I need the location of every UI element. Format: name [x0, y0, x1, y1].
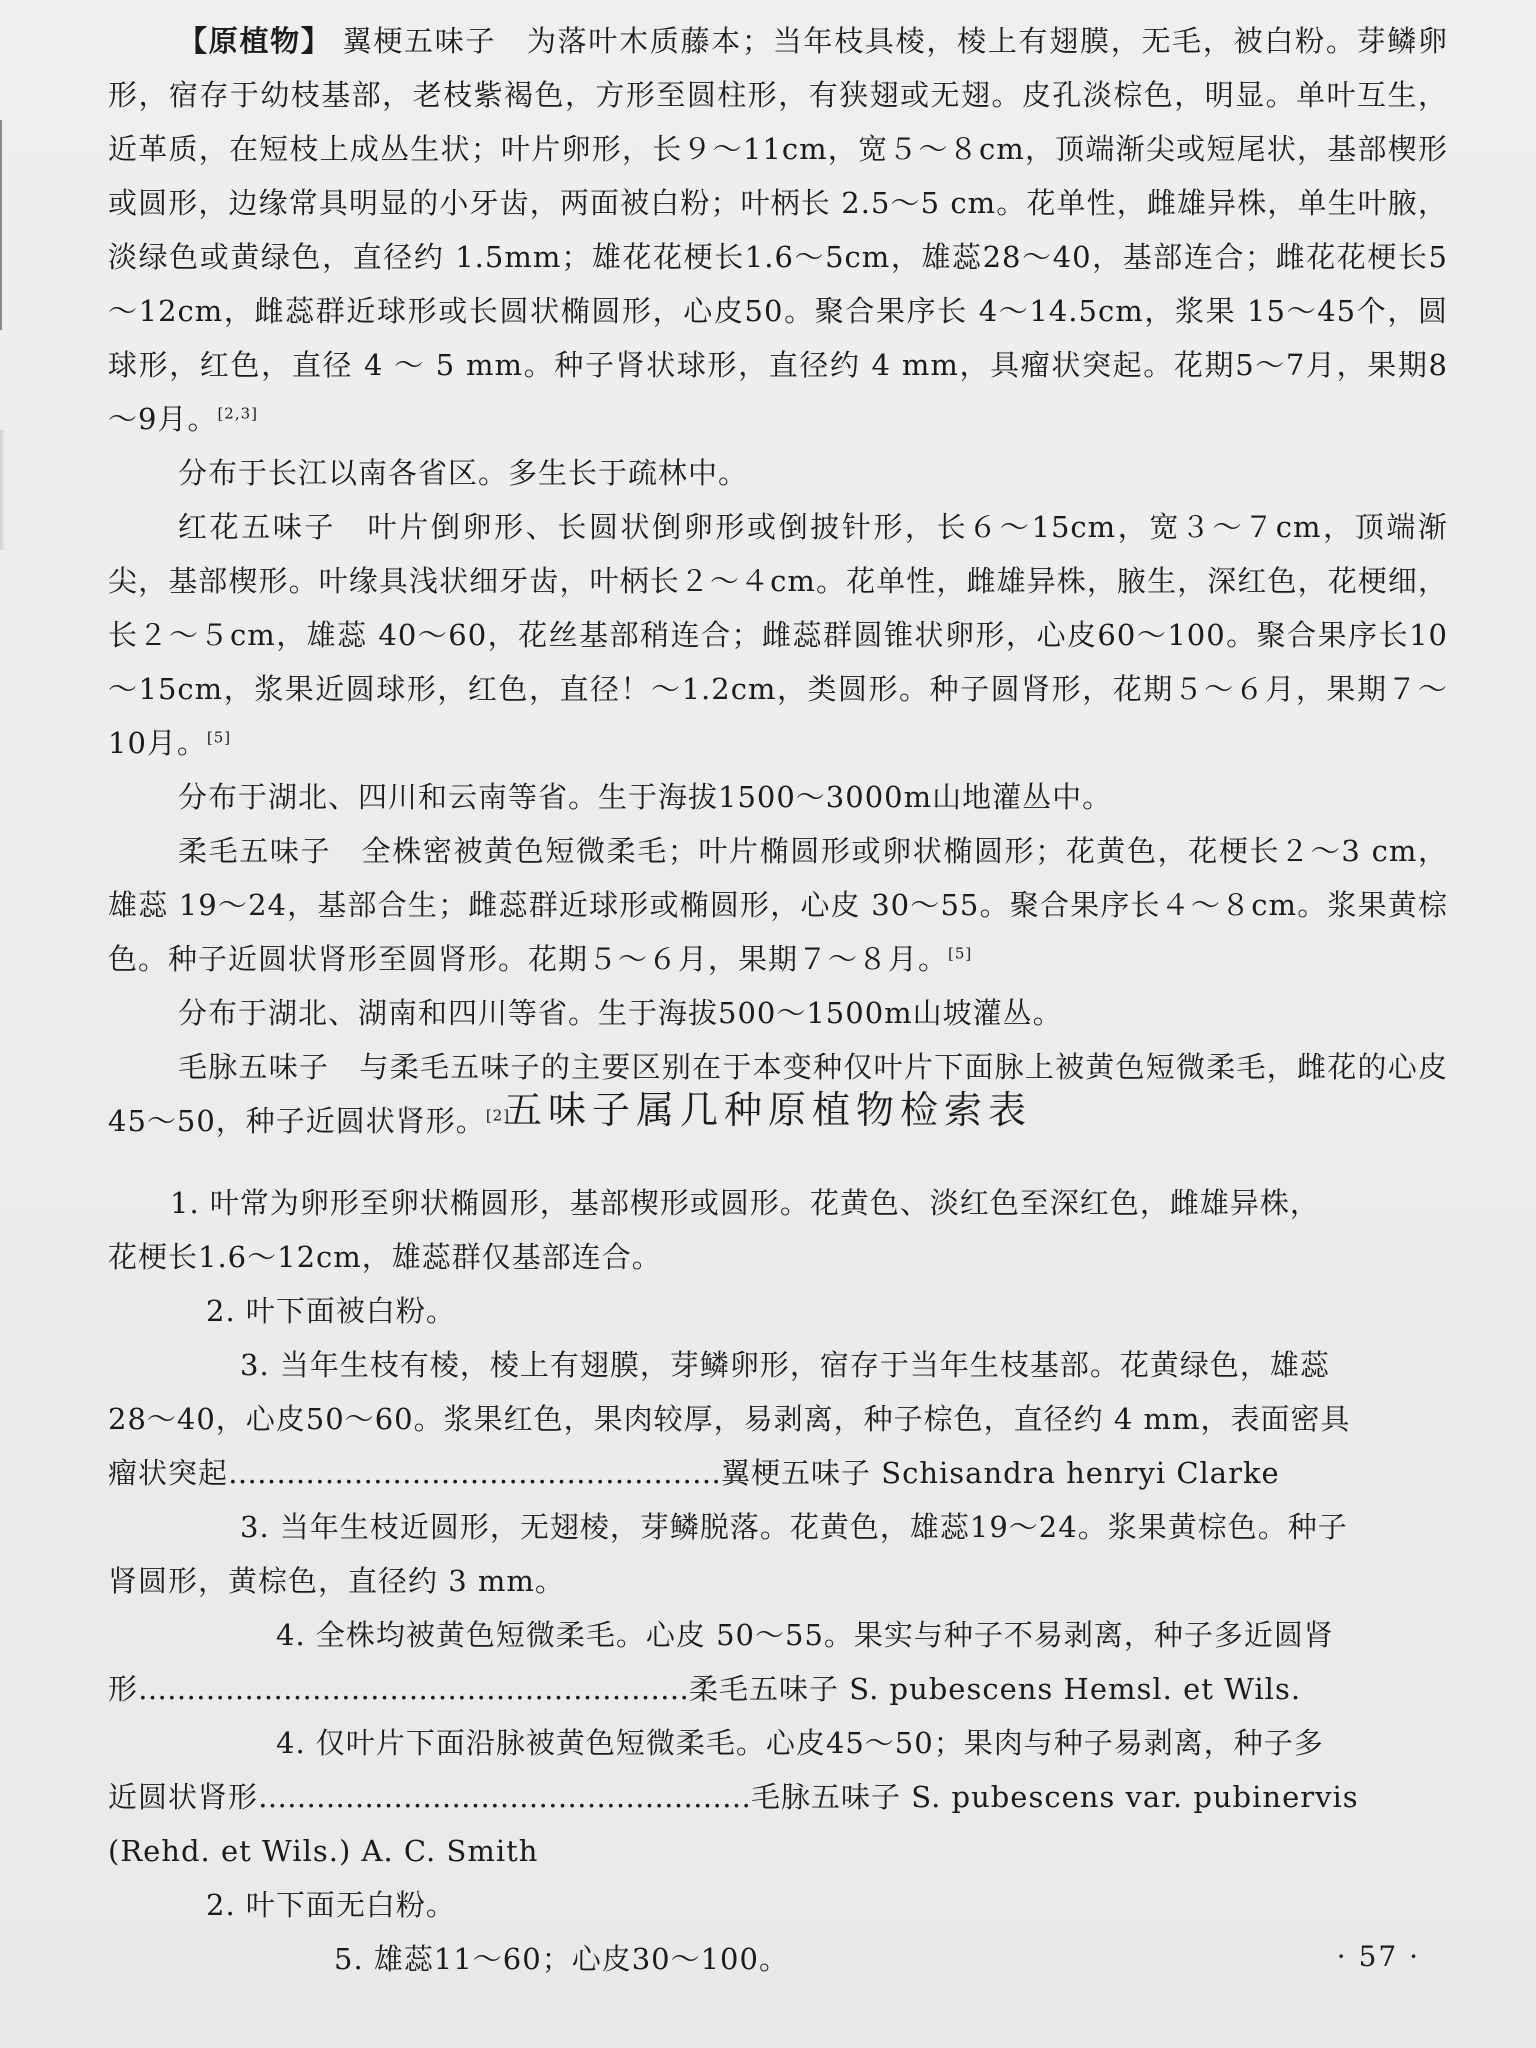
- reference-mark: [2,3]: [217, 404, 259, 423]
- key-line-5-species: [108, 1662, 1448, 1716]
- key-line-3-species: [108, 1446, 1448, 1500]
- key-line-1-cont: 花梗长1.6～12cm，雄蕊群仅基部连合。: [108, 1240, 662, 1274]
- key-line-5: 4. 全株均被黄色短微柔毛。心皮 50～55。果实与种子不易剥离，种子多近圆肾: [276, 1618, 1334, 1652]
- paragraph-schisandra-pubescens: [108, 824, 1448, 986]
- paragraph-distribution-3: 分布于湖北、湖南和四川等省。生于海拔500～1500m山坡灌丛。: [178, 996, 1063, 1030]
- key-line-4-cont: 肾圆形，黄棕色，直径约 3 mm。: [108, 1564, 565, 1598]
- species-name: 毛脉五味子 S. pubescens var. pubinervis: [751, 1780, 1359, 1814]
- key-line-7: 2. 叶下面无白粉。: [206, 1888, 456, 1922]
- key-line-6-species: [108, 1770, 1448, 1824]
- species-name: 柔毛五味子 S. pubescens Hemsl. et Wils.: [689, 1672, 1302, 1706]
- reference-mark: [5]: [206, 728, 232, 747]
- paragraph-text: 毛脉五味子 与柔毛五味子的主要区别在于本变种仅叶片下面脉上被黄色短微柔毛，雌花的心皮45～50，种子近圆状肾形。: [108, 1050, 1448, 1138]
- key-text: 瘤状突起: [108, 1456, 229, 1490]
- key-line-6-author: (Rehd. et Wils.) A. C. Smith: [108, 1834, 539, 1868]
- paragraph-text: 红花五味子 叶片倒卵形、长圆状倒卵形或倒披针形，长６～15cm，宽３～７cm，顶端渐尖，基部楔形。叶缘具浅状细牙齿，叶柄长２～４cm。花单性，雌雄异株，腋生，深红色，花梗细，长２～５cm，雄蕊 40～60，花丝基部稍连合；雌蕊群圆锥状卵形，心皮60～100。聚合果序长10～15cm，浆果近圆球形，红色，直径！～1.2cm，类圆形。种子圆肾形，花期５～６月，果期７～10月。: [108, 510, 1448, 760]
- key-line-1: 1. 叶常为卵形至卵状椭圆形，基部楔形或圆形。花黄色、淡红色至深红色，雌雄异株，: [170, 1186, 1320, 1220]
- reference-mark: [2]: [485, 1106, 511, 1125]
- paragraph-schisandra-henryi: [108, 14, 1448, 446]
- key-line-3-cont: 28～40，心皮50～60。浆果红色，果肉较厚，易剥离，种子棕色，直径约 4 mm，表面密具: [108, 1402, 1351, 1436]
- margin-mark: [0, 120, 10, 330]
- page-number: · 57 ·: [1336, 1940, 1420, 1973]
- identification-key: [108, 1176, 1448, 1986]
- key-line-8: 5. 雄蕊11～60；心皮30～100。: [334, 1942, 789, 1976]
- paragraph-schisandra-rubriflora: [108, 500, 1448, 770]
- section-title: 五味子属几种原植物检索表: [503, 1088, 1032, 1132]
- key-text: 形: [108, 1672, 139, 1706]
- body-text: [108, 14, 1448, 1148]
- section-label: 【原植物】: [178, 24, 332, 58]
- margin-shadow: [0, 430, 5, 550]
- species-name: 翼梗五味子 Schisandra henryi Clarke: [721, 1456, 1280, 1490]
- leader-dots: ……………………………………………: [258, 1780, 752, 1814]
- paragraph-text: 翼梗五味子 为落叶木质藤本；当年枝具棱，棱上有翅膜，无毛，被白粉。芽鳞卵形，宿存于幼枝基部，老枝紫褐色，方形至圆柱形，有狭翅或无翅。皮孔淡棕色，明显。单叶互生，近革质，在短枝上成丛生状；叶片卵形，长９～11cm，宽５～８cm，顶端渐尖或短尾状，基部楔形或圆形，边缘常具明显的小牙齿，两面被白粉；叶柄长 2.5～5 cm。花单性，雌雄异株，单生叶腋，淡绿色或黄绿色，直径约 1.5mm；雄花花梗长1.6～5cm，雄蕊28～40，基部连合；雌花花梗长5～12cm，雌蕊群近球形或长圆状椭圆形，心皮50。聚合果序长 4～14.5cm，浆果 15～45个，圆球形，红色，直径 4 ～ 5 mm。种子肾状球形，直径约 4 mm，具瘤状突起。花期5～7月，果期8～9月。: [108, 24, 1448, 436]
- key-line-6: 4. 仅叶片下面沿脉被黄色短微柔毛。心皮45～50；果肉与种子易剥离，种子多: [276, 1726, 1324, 1760]
- leader-dots: …………………………………………………: [138, 1672, 690, 1706]
- key-line-3: 3. 当年生枝有棱，棱上有翅膜，芽鳞卵形，宿存于当年生枝基部。花黄绿色，雄蕊: [240, 1348, 1330, 1382]
- key-text: 近圆状肾形: [108, 1780, 259, 1814]
- reference-mark: [5]: [948, 944, 973, 963]
- paragraph-distribution-2: 分布于湖北、四川和云南等省。生于海拔1500～3000m山地灌丛中。: [178, 780, 1113, 814]
- key-line-4: 3. 当年生枝近圆形，无翅棱，芽鳞脱落。花黄色，雄蕊19～24。浆果黄棕色。种子: [240, 1510, 1348, 1544]
- leader-dots: ……………………………………………: [228, 1456, 722, 1490]
- paragraph-distribution-1: 分布于长江以南各省区。多生长于疏林中。: [178, 456, 749, 490]
- key-line-2: 2. 叶下面被白粉。: [206, 1294, 456, 1328]
- paragraph-text: 柔毛五味子 全株密被黄色短微柔毛；叶片椭圆形或卵状椭圆形；花黄色，花梗长２～3 cm，雄蕊 19～24，基部合生；雌蕊群近球形或椭圆形，心皮 30～55。聚合果序长４～８cm。浆果黄棕色。种子近圆状肾形至圆肾形。花期５～６月，果期７～８月。: [108, 834, 1448, 976]
